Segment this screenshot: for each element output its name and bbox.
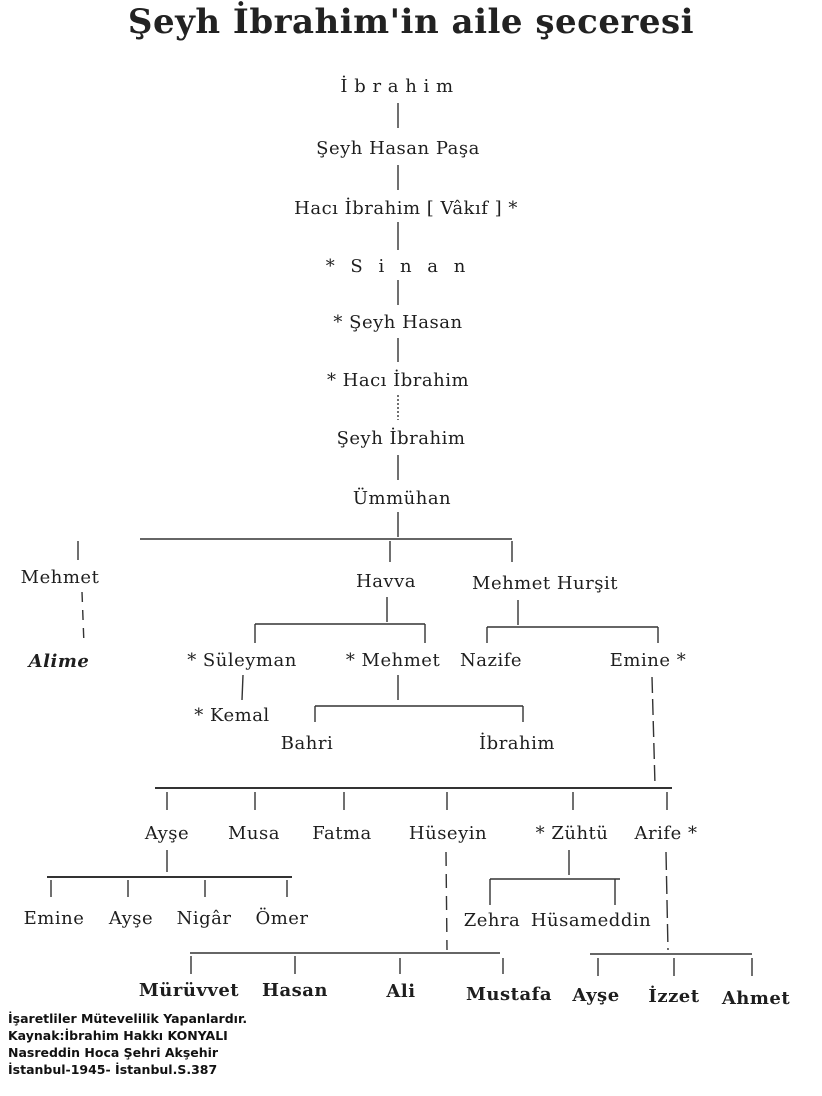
node-arife: Arife *	[634, 823, 698, 844]
node-alime: Alime	[28, 651, 90, 672]
node-ali: Ali	[386, 981, 416, 1002]
node-zuhtu: * Zühtü	[535, 823, 609, 844]
node-husameddin: Hüsameddin	[530, 910, 652, 931]
caption-line: Nasreddin Hoca Şehri Akşehir	[8, 1045, 219, 1060]
node-izzet: İzzet	[648, 986, 700, 1007]
node-ayse-2: Ayşe	[108, 908, 154, 929]
node-mehmet-hursit: Mehmet Hurşit	[472, 573, 618, 594]
node-ayse-1: Ayşe	[144, 823, 190, 844]
node-bahri: Bahri	[280, 733, 334, 754]
node-seyh-ibrahim: Şeyh İbrahim	[336, 428, 466, 449]
node-kemal: * Kemal	[194, 705, 270, 726]
tree-line	[446, 852, 447, 950]
node-ahmet: Ahmet	[721, 988, 791, 1009]
node-ibrahim-2: İbrahim	[479, 733, 555, 754]
node-seyh-hasan-pasa: Şeyh Hasan Paşa	[316, 138, 480, 159]
tree-line	[82, 592, 84, 645]
node-musa: Musa	[228, 823, 280, 844]
node-zehra: Zehra	[463, 910, 521, 931]
node-mehmet-2: * Mehmet	[345, 650, 441, 671]
node-suleyman: * Süleyman	[187, 650, 297, 671]
node-emine-1: Emine *	[609, 650, 687, 671]
node-ayse-3: Ayşe	[572, 985, 620, 1006]
tree-line	[666, 852, 668, 950]
node-nazife: Nazife	[459, 650, 523, 671]
diagram-title: Şeyh İbrahim'in aile şeceresi	[127, 2, 695, 42]
node-muruvvet: Mürüvvet	[138, 980, 240, 1001]
node-omer: Ömer	[255, 908, 309, 929]
node-ummuhan: Ümmühan	[352, 488, 452, 509]
node-mustafa: Mustafa	[465, 984, 553, 1005]
node-haci-ibrahim: * Hacı İbrahim	[326, 370, 470, 391]
caption-line: İstanbul-1945- İstanbul.S.387	[8, 1062, 218, 1077]
source-caption	[8, 1010, 247, 1078]
node-hasan: Hasan	[261, 980, 329, 1001]
node-seyh-hasan: * Şeyh Hasan	[333, 312, 463, 333]
caption-line: Kaynak:İbrahim Hakkı KONYALI	[8, 1028, 228, 1043]
tree-line	[242, 675, 243, 700]
node-ibrahim: İ b r a h i m	[340, 76, 454, 97]
node-mehmet-1: Mehmet	[20, 567, 100, 588]
node-emine-2: Emine	[23, 908, 85, 929]
node-huseyin: Hüseyin	[408, 823, 488, 844]
node-haci-ibrahim-vakif: Hacı İbrahim [ Vâkıf ] *	[294, 198, 518, 219]
node-sinan: * S i n a n	[325, 256, 471, 277]
node-fatma: Fatma	[312, 823, 372, 844]
node-nigar: Nigâr	[176, 908, 232, 929]
tree-line	[652, 677, 655, 785]
caption-line: İşaretliler Mütevelilik Yapanlardır.	[8, 1011, 248, 1026]
node-havva: Havva	[356, 571, 416, 592]
